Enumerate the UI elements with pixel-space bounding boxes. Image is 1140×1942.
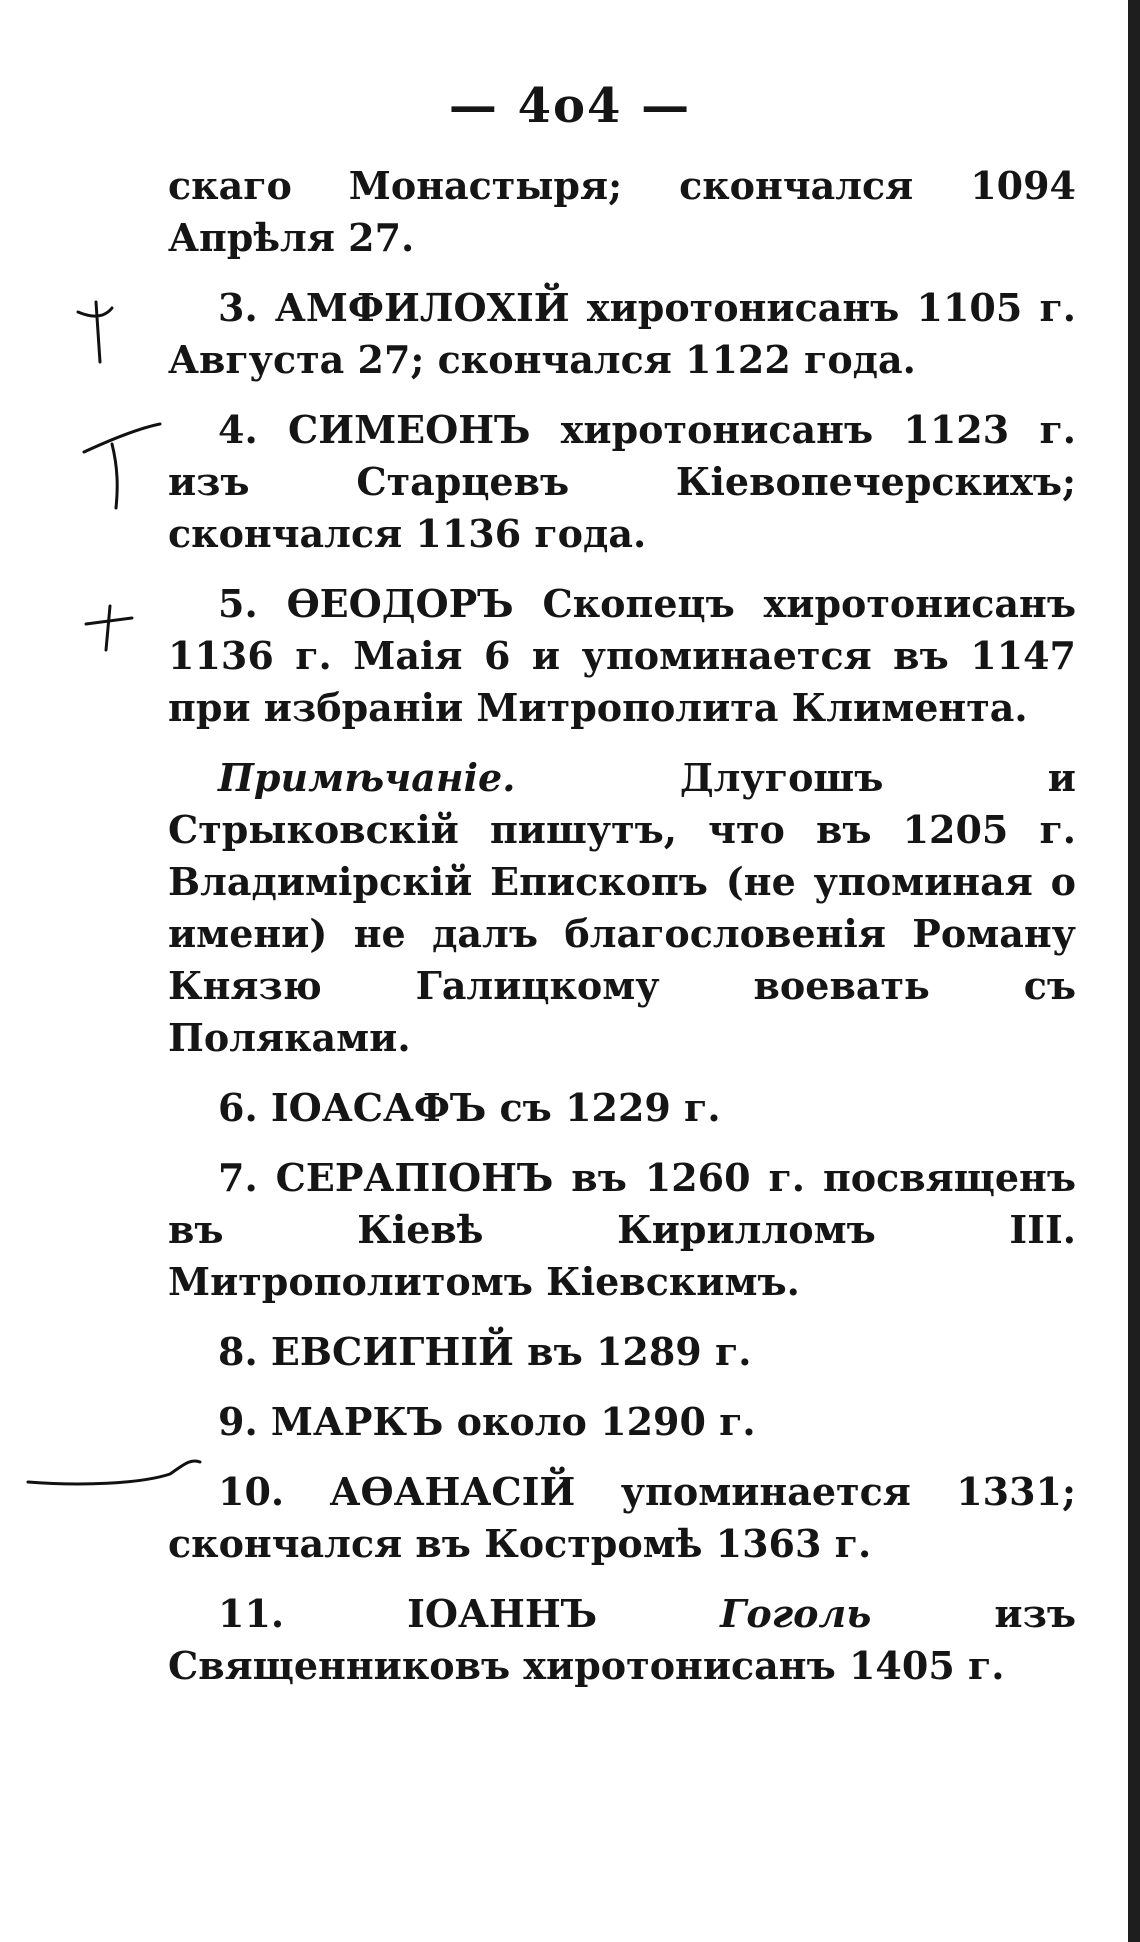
handwritten-cross-mark-3 xyxy=(86,606,132,650)
note-paragraph xyxy=(168,752,1076,1064)
entry-5: 5. ѲЕОДОРЪ Скопецъ хиротонисанъ 1136 г. Маія 6 и упоминается въ 1147 при избраніи Митрополита Климента. xyxy=(168,581,1076,730)
entry-11-prefix: 11. ІОАННЪ xyxy=(218,1591,721,1636)
note-label: Примѣчаніе. xyxy=(218,755,516,800)
note-text: Длугошъ и Стрыковскій пишутъ, что въ 1205 г. Владимірскій Епископъ (не упоминая о имени) не далъ благословенія Роману Князю Галицкому воевать съ Поляками. xyxy=(168,755,1076,1060)
entry-4: 4. СИМЕОНЪ хиротонисанъ 1123 г. изъ Старцевъ Кіевопечерскихъ; скончался 1136 года. xyxy=(168,407,1076,556)
page-body xyxy=(168,160,1076,1710)
entry-8: 8. ЕВСИГНІЙ въ 1289 г. xyxy=(218,1329,752,1374)
page-number: — 4о4 — xyxy=(448,78,692,134)
page-edge-shadow xyxy=(1128,0,1140,1942)
entry-10: 10. АѲАНАСІЙ упоминается 1331; скончался въ Костромѣ 1363 г. xyxy=(168,1469,1076,1566)
entry-11-surname: Гоголь xyxy=(720,1591,872,1636)
entry-7: 7. СЕРАПІОНЪ въ 1260 г. посвященъ въ Кіевѣ Кирилломъ III. Митрополитомъ Кіевскимъ. xyxy=(168,1155,1076,1304)
handwritten-cross-mark-2 xyxy=(84,424,160,508)
entry-11-suffix: изъ Священниковъ хиротонисанъ 1405 г. xyxy=(168,1591,1076,1688)
entry-6: 6. ІОАСАФЪ съ 1229 г. xyxy=(218,1085,721,1130)
entry-continuation: скаго Монастыря; скончался 1094 Апрѣля 27. xyxy=(168,163,1076,260)
entry-11 xyxy=(168,1588,1076,1692)
handwritten-cross-mark-1 xyxy=(78,302,112,362)
entry-3: 3. АМФИЛОХІЙ хиротонисанъ 1105 г. Августа 27; скончался 1122 года. xyxy=(168,285,1076,382)
entry-9: 9. МАРКЪ около 1290 г. xyxy=(218,1399,756,1444)
